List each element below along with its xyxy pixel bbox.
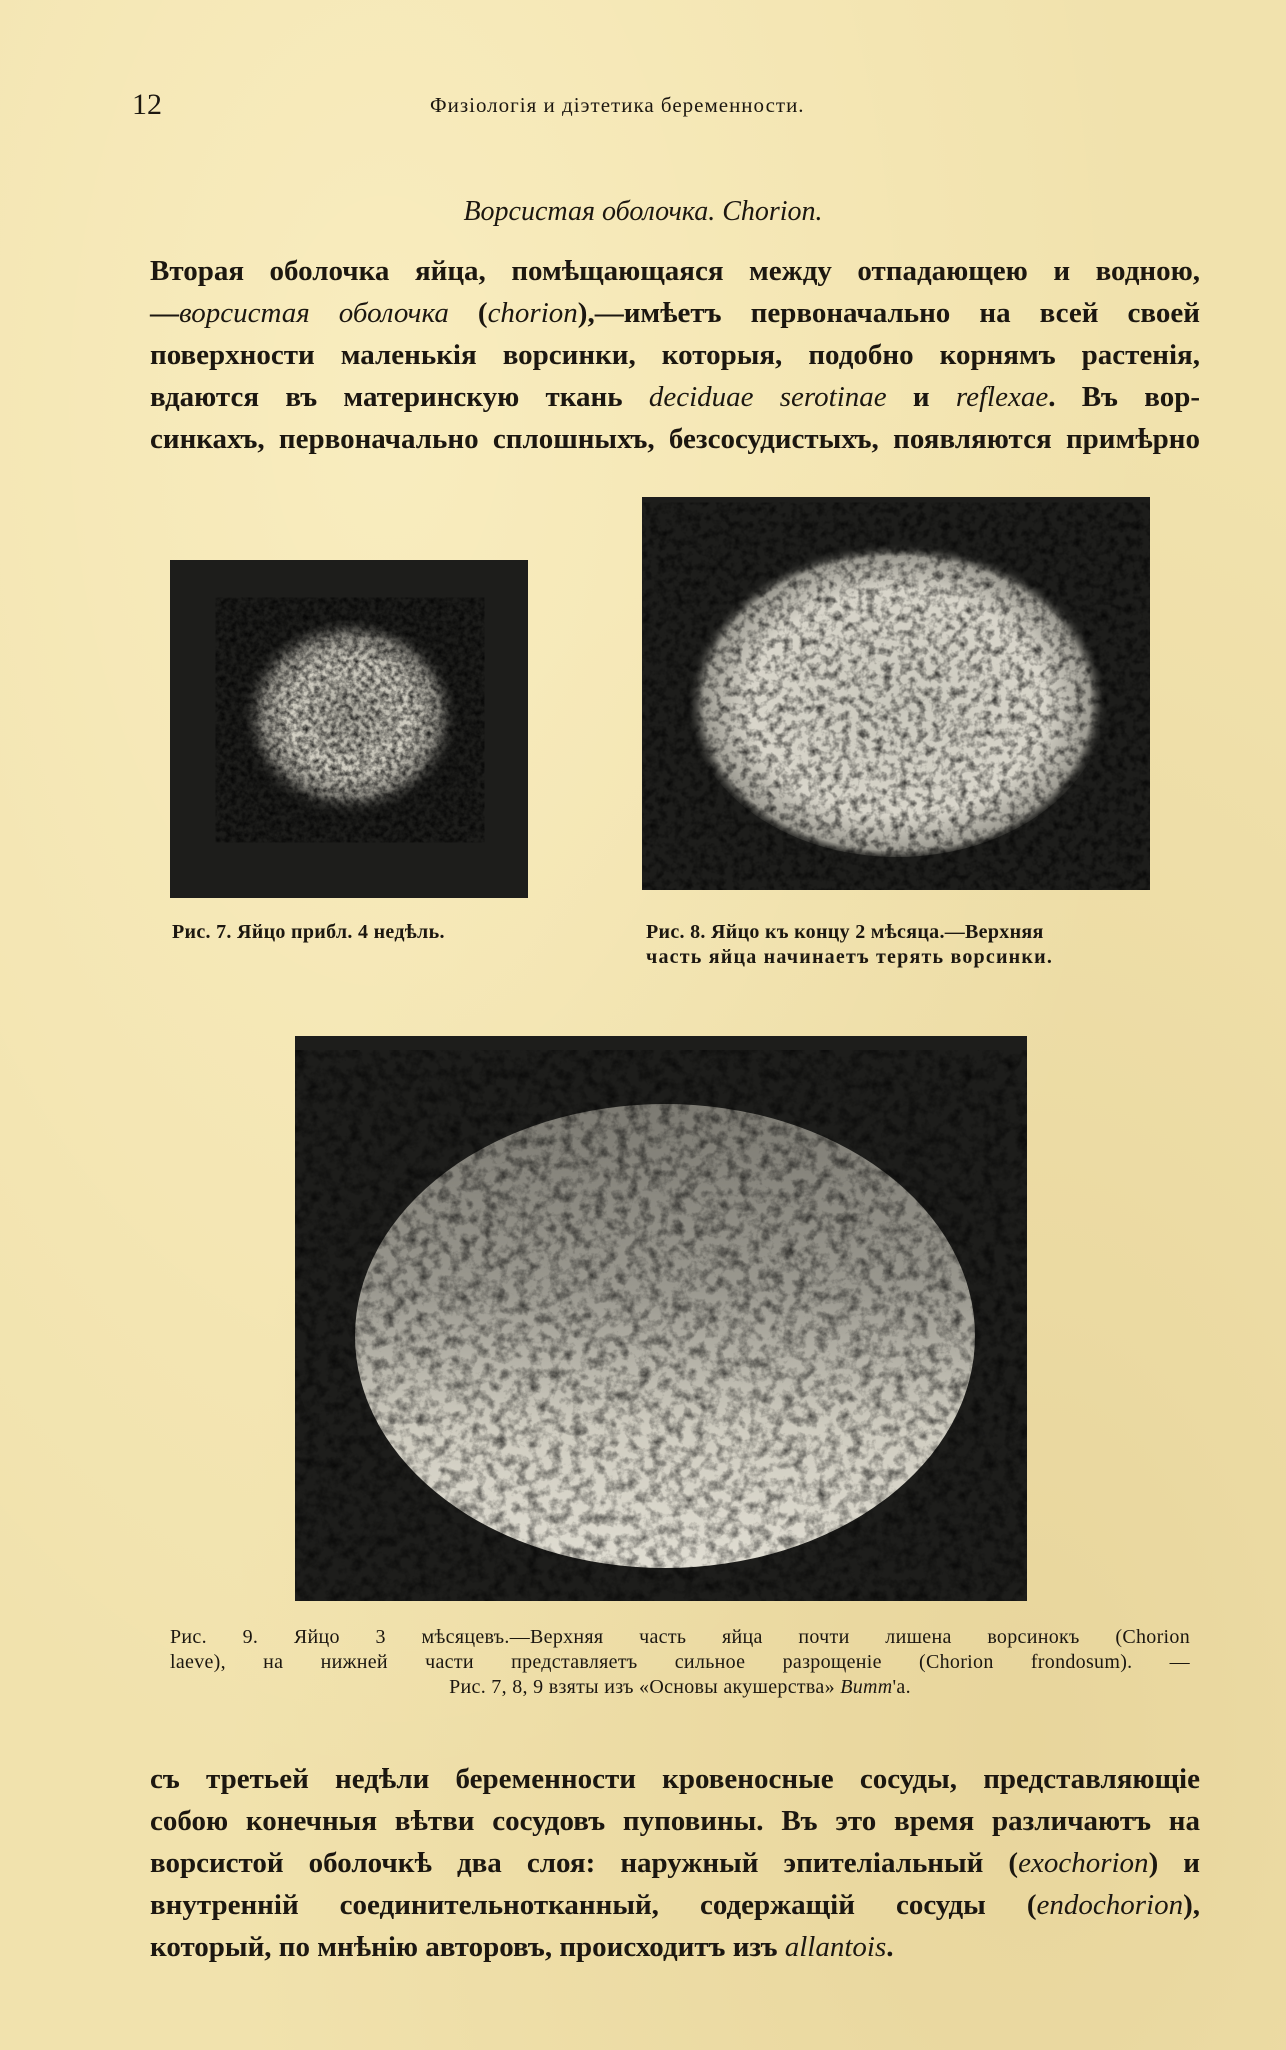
figure-7-caption: Рис. 7. Яйцо прибл. 4 недѣль. bbox=[172, 921, 445, 943]
text-line: съ третьей недѣли беременности кровеносные сосуды, представляющіе bbox=[150, 1763, 1200, 1795]
figure-7-egg-4-weeks bbox=[170, 560, 528, 898]
text-line: поверхности маленькія ворсинки, которыя, подобно корнямъ растенія, bbox=[150, 339, 1200, 371]
figure-9-caption: Рис. 9. Яйцо 3 мѣсяцевъ.—Верхняя часть яйца почти лишена ворсинокъ (Chorion laeve), на нижней части представляетъ сильное разрощеніе (Chorion frondosum). — Рис. 7, 8, 9 взяты изъ «Основы акушерства» Bumm'а. bbox=[170, 1626, 1190, 1698]
egg-photo-large bbox=[295, 1036, 1027, 1601]
text-line: собою конечныя вѣтви сосудовъ пуповины. Въ это время различаютъ на bbox=[150, 1805, 1200, 1837]
paragraph-chorion-layers bbox=[150, 1758, 1200, 1968]
figure-9-egg-3-months bbox=[295, 1036, 1027, 1601]
page-number: 12 bbox=[132, 88, 162, 121]
figure-8-caption: Рис. 8. Яйцо къ концу 2 мѣсяца.—Верхняя часть яйца начинаетъ терять ворсинки. bbox=[646, 921, 1054, 968]
text-line: синкахъ, первоначально сплошныхъ, безсосудистыхъ, появляются примѣрно bbox=[150, 423, 1200, 455]
text-line: вдаются въ материнскую ткань deciduae serotinae и reflexae. Въ вор- bbox=[150, 381, 1200, 413]
paragraph-chorion-intro bbox=[150, 250, 1200, 460]
egg-photo-medium bbox=[642, 497, 1150, 890]
text-line: внутренній соединительнотканный, содержащій сосуды (endochorion), bbox=[150, 1889, 1200, 1921]
text-line: который, по мнѣнію авторовъ, происходитъ изъ allantois. bbox=[150, 1931, 894, 1963]
text-line: ворсистой оболочкѣ два слоя: наружный эпителіальный (exochorion) и bbox=[150, 1847, 1200, 1879]
egg-photo-small bbox=[170, 560, 528, 898]
text-line: —ворсистая оболочка (chorion),—имѣетъ первоначально на всей своей bbox=[150, 297, 1200, 329]
text-line: Вторая оболочка яйца, помѣщающаяся между отпадающею и водною, bbox=[150, 255, 1200, 287]
figure-8-egg-2-months bbox=[642, 497, 1150, 890]
running-title: Физіологія и діэтетика беременности. bbox=[430, 93, 805, 117]
section-title: Ворсистая оболочка. Chorion. bbox=[463, 196, 823, 227]
